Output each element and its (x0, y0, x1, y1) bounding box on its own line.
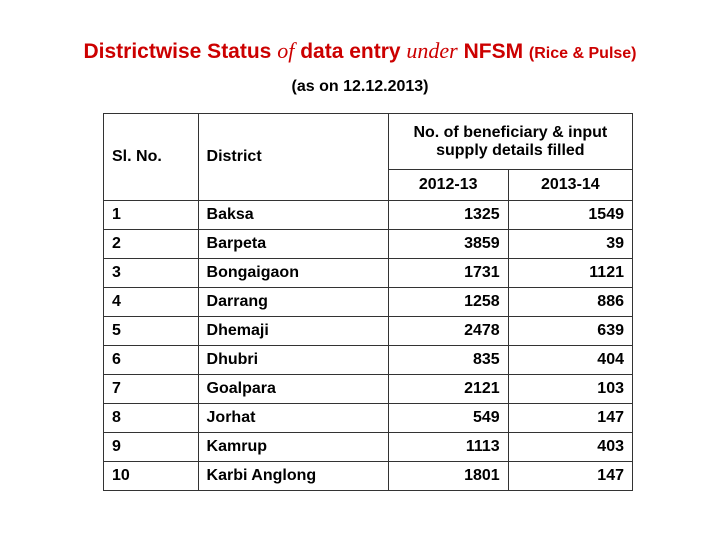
cell-2012-13: 3859 (388, 230, 508, 259)
cell-2012-13: 1258 (388, 288, 508, 317)
header-sl-no: Sl. No. (104, 114, 199, 201)
title-part-3: NFSM (463, 40, 524, 63)
cell-2012-13: 549 (388, 404, 508, 433)
cell-2013-14: 147 (508, 462, 632, 491)
cell-sl-no: 1 (104, 201, 199, 230)
cell-sl-no: 6 (104, 346, 199, 375)
table-row (104, 230, 633, 259)
cell-sl-no: 7 (104, 375, 199, 404)
cell-sl-no: 9 (104, 433, 199, 462)
table-row (104, 346, 633, 375)
title-of: of (277, 38, 295, 63)
cell-sl-no: 8 (104, 404, 199, 433)
cell-district: Baksa (198, 201, 388, 230)
cell-sl-no: 3 (104, 259, 199, 288)
header-group: No. of beneficiary & input supply details filled (388, 114, 632, 170)
cell-district: Barpeta (198, 230, 388, 259)
cell-2013-14: 103 (508, 375, 632, 404)
page-subtitle: (as on 12.12.2013) (291, 78, 429, 95)
table-row (104, 259, 633, 288)
title-part-2: data entry (300, 40, 401, 63)
cell-district: Dhemaji (198, 317, 388, 346)
table-header-row (104, 114, 633, 170)
cell-2012-13: 1801 (388, 462, 508, 491)
cell-2012-13: 2478 (388, 317, 508, 346)
cell-sl-no: 10 (104, 462, 199, 491)
header-year-2013-14: 2013-14 (508, 170, 632, 201)
district-status-table (103, 113, 633, 491)
cell-2013-14: 639 (508, 317, 632, 346)
cell-2013-14: 403 (508, 433, 632, 462)
cell-2012-13: 1731 (388, 259, 508, 288)
cell-2012-13: 1325 (388, 201, 508, 230)
cell-district: Dhubri (198, 346, 388, 375)
header-year-2012-13: 2012-13 (388, 170, 508, 201)
title-under: under (406, 38, 458, 63)
title-part-4: (Rice & Pulse) (528, 45, 637, 62)
table-row (104, 404, 633, 433)
page-title (0, 38, 720, 64)
cell-2013-14: 404 (508, 346, 632, 375)
table-row (104, 462, 633, 491)
cell-district: Kamrup (198, 433, 388, 462)
cell-2012-13: 1113 (388, 433, 508, 462)
cell-2013-14: 1549 (508, 201, 632, 230)
cell-sl-no: 4 (104, 288, 199, 317)
cell-district: Goalpara (198, 375, 388, 404)
cell-sl-no: 2 (104, 230, 199, 259)
table-row (104, 201, 633, 230)
cell-district: Darrang (198, 288, 388, 317)
cell-sl-no: 5 (104, 317, 199, 346)
table-row (104, 433, 633, 462)
cell-2012-13: 2121 (388, 375, 508, 404)
table-row (104, 317, 633, 346)
header-district: District (198, 114, 388, 201)
cell-district: Jorhat (198, 404, 388, 433)
table-row (104, 288, 633, 317)
cell-district: Karbi Anglong (198, 462, 388, 491)
title-part-1: Districtwise Status (83, 40, 272, 63)
cell-2013-14: 1121 (508, 259, 632, 288)
table-row (104, 375, 633, 404)
cell-2013-14: 886 (508, 288, 632, 317)
cell-district: Bongaigaon (198, 259, 388, 288)
cell-2013-14: 39 (508, 230, 632, 259)
cell-2013-14: 147 (508, 404, 632, 433)
cell-2012-13: 835 (388, 346, 508, 375)
